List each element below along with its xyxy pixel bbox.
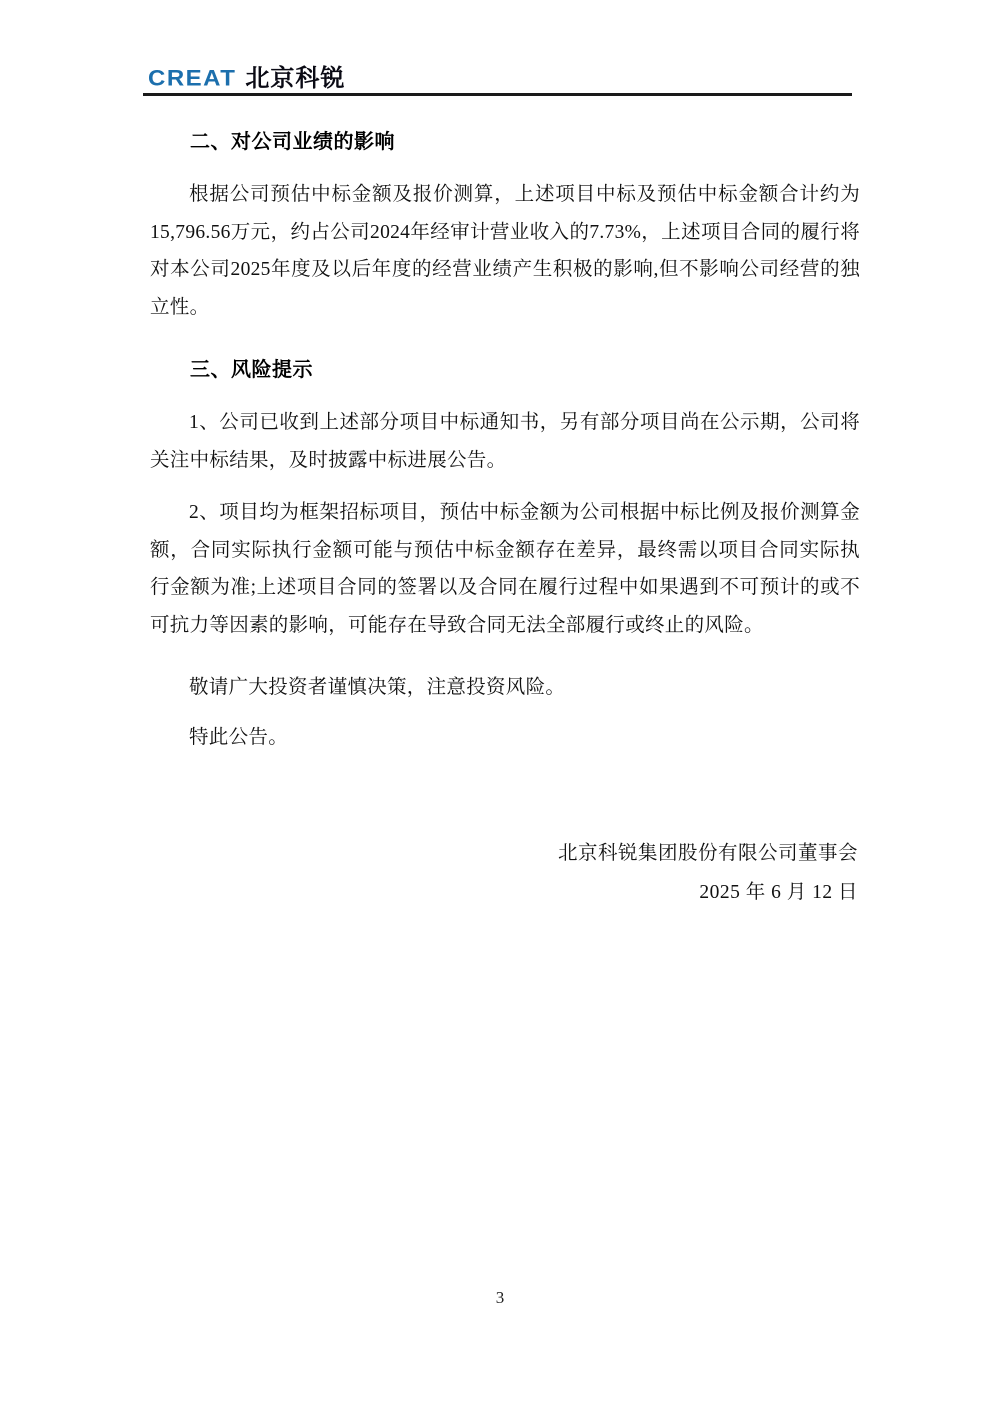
- paragraph-investor-caution: 敬请广大投资者谨慎决策，注意投资风险。: [189, 677, 566, 698]
- document-body: [150, 128, 860, 912]
- paragraph-risk-item-1: 1、公司已收到上述部分项目中标通知书，另有部分项目尚在公示期，公司将关注中标结果，及时披露中标进展公告。: [150, 412, 860, 471]
- paragraph-announcement-closing: 特此公告。: [189, 726, 289, 748]
- signature-company-board: 北京科锐集团股份有限公司董事会: [557, 843, 858, 864]
- company-logo: [148, 67, 345, 91]
- signature-date: 2025 年 6 月 12 日: [699, 882, 858, 903]
- paragraph-performance-impact: 根据公司预估中标金额及报价测算，上述项目中标及预估中标金额合计约为15,796.56万元，约占公司2024年经审计营业收入的7.73%，上述项目合同的履行将对本公司2025年度及以后年度的经营业绩产生积极的影响,但不影响公司经营的独立性。: [150, 184, 860, 318]
- section-heading-performance-impact: 二、对公司业绩的影响: [190, 131, 395, 153]
- signature-block: [150, 834, 860, 912]
- page-number: 3: [495, 1288, 505, 1307]
- section-heading-risk-notice: 三、风险提示: [190, 359, 313, 381]
- header-divider-rule: [143, 93, 852, 96]
- paragraph-risk-item-2: 2、项目均为框架招标项目，预估中标金额为公司根据中标比例及报价测算金额，合同实际执行金额可能与预估中标金额存在差异，最终需以项目合同实际执行金额为准;上述项目合同的签署以及合同在履行过程中如果遇到不可预计的或不可抗力等因素的影响，可能存在导致合同无法全部履行或终止的风险。: [150, 502, 860, 636]
- page-footer: [0, 1288, 1000, 1308]
- logo-creat-wordmark: CREAT: [148, 66, 237, 91]
- logo-chinese-name: 北京科锐: [245, 65, 346, 92]
